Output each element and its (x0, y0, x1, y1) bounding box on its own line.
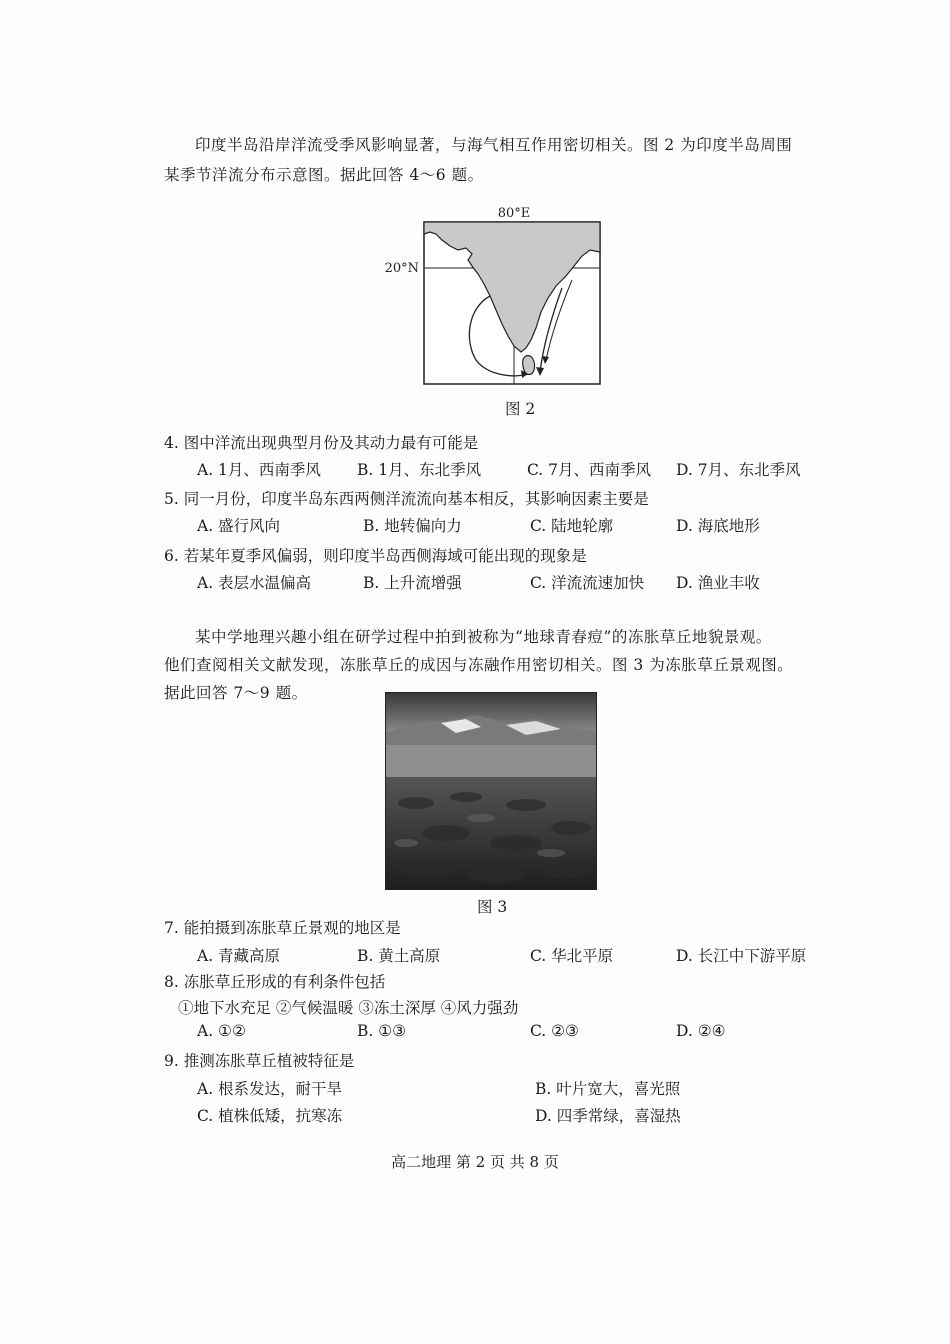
question-7-option-d: D. 长江中下游平原 (676, 947, 807, 965)
sri-lanka-island (523, 356, 535, 375)
question-6-option-a: A. 表层水温偏高 (197, 574, 312, 592)
question-5-stem: 5. 同一月份，印度半岛东西两侧洋流流向基本相反，其影响因素主要是 (164, 490, 649, 508)
question-8-option-c: C. ②③ (530, 1022, 579, 1040)
map-latitude-label: 20°N (384, 261, 419, 276)
figure-2-map (376, 200, 606, 390)
question-5-option-b: B. 地转偏向力 (363, 517, 462, 535)
intro-1-line-2: 某季节洋流分布示意图。据此回答 4～6 题。 (164, 166, 484, 184)
question-7-option-c: C. 华北平原 (530, 947, 614, 965)
question-8-conditions: ①地下水充足 ②气候温暖 ③冻土深厚 ④风力强劲 (178, 999, 519, 1017)
question-8-option-a: A. ①② (197, 1022, 246, 1040)
question-4-option-a: A. 1月、西南季风 (197, 461, 321, 479)
question-5-option-c: C. 陆地轮廓 (530, 517, 614, 535)
intro-2-line-2: 他们查阅相关文献发现，冻胀草丘的成因与冻融作用密切相关。图 3 为冻胀草丘景观图。 (164, 656, 794, 674)
question-7-stem: 7. 能拍摄到冻胀草丘景观的地区是 (164, 919, 401, 937)
figure-3-caption: 图 3 (477, 898, 508, 916)
question-9-option-d: D. 四季常绿，喜湿热 (535, 1107, 681, 1125)
question-5-option-a: A. 盛行风向 (197, 517, 281, 535)
map-longitude-label: 80°E (497, 206, 531, 221)
intro-paragraph-1 (164, 130, 844, 190)
question-4-stem: 4. 图中洋流出现典型月份及其动力最有可能是 (164, 434, 479, 452)
question-6-option-b: B. 上升流增强 (363, 574, 462, 592)
question-6-stem: 6. 若某年夏季风偏弱，则印度半岛西侧海域可能出现的现象是 (164, 547, 587, 565)
question-4-option-c: C. 7月、西南季风 (527, 461, 652, 479)
question-8-option-d: D. ②④ (676, 1022, 726, 1040)
question-5-option-d: D. 海底地形 (676, 517, 760, 535)
question-8-option-b: B. ①③ (357, 1022, 407, 1040)
figure-3-photo (385, 692, 597, 890)
question-9-stem: 9. 推测冻胀草丘植被特征是 (164, 1052, 355, 1070)
question-9-option-c: C. 植株低矮，抗寒冻 (197, 1107, 343, 1125)
figure-2-caption: 图 2 (505, 400, 536, 418)
question-7-option-a: A. 青藏高原 (197, 947, 281, 965)
question-4-option-d: D. 7月、东北季风 (676, 461, 801, 479)
frost-mound-landscape-image (386, 693, 596, 889)
question-6-option-d: D. 渔业丰收 (676, 574, 760, 592)
question-8-stem: 8. 冻胀草丘形成的有利条件包括 (164, 973, 386, 991)
question-4-option-b: B. 1月、东北季风 (357, 461, 482, 479)
intro-1-line-1: 印度半岛沿岸洋流受季风影响显著，与海气相互作用密切相关。图 2 为印度半岛周围 (195, 136, 793, 154)
question-6-option-c: C. 洋流流速加快 (530, 574, 645, 592)
intro-2-line-1: 某中学地理兴趣小组在研学过程中拍到被称为“地球青春痘”的冻胀草丘地貌景观。 (195, 628, 772, 646)
question-9-option-a: A. 根系发达，耐干旱 (197, 1080, 343, 1098)
question-7-option-b: B. 黄土高原 (357, 947, 441, 965)
question-9-option-b: B. 叶片宽大，喜光照 (535, 1080, 681, 1098)
intro-2-line-3: 据此回答 7～9 题。 (164, 684, 308, 702)
page-footer: 高二地理 第 2 页 共 8 页 (391, 1153, 559, 1171)
